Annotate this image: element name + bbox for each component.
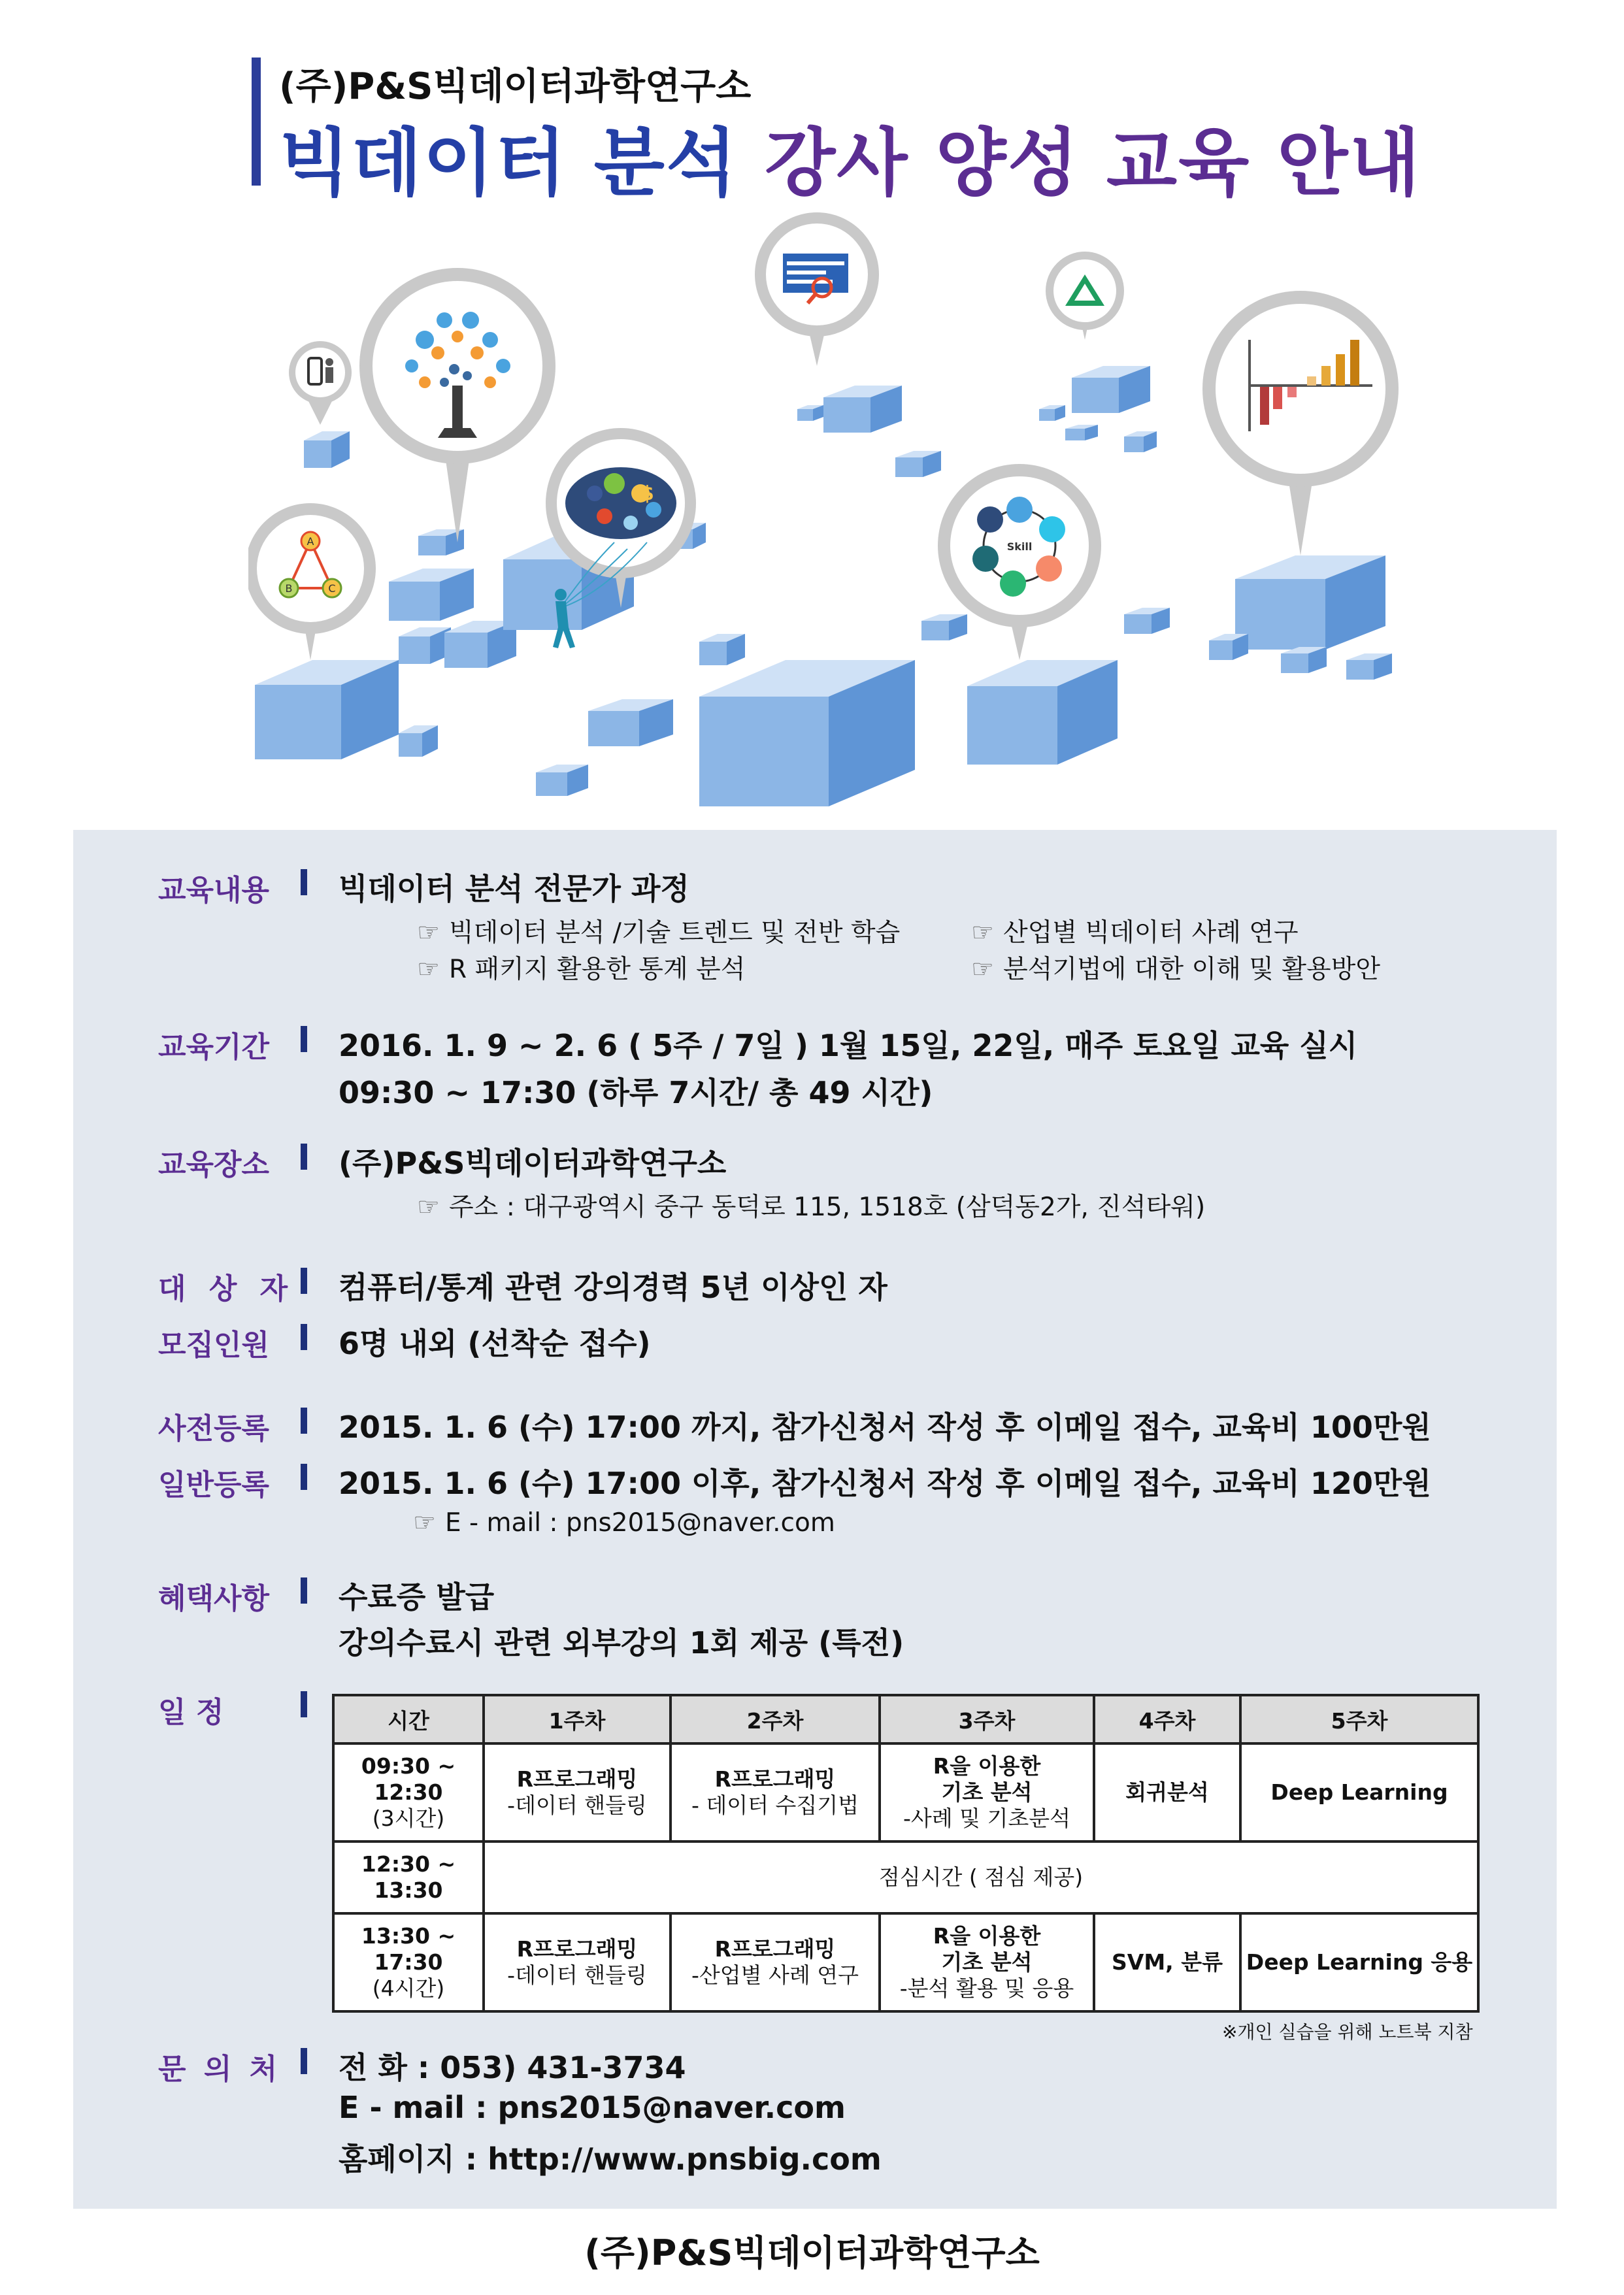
table-header: 시간 (333, 1695, 484, 1743)
pre-registration-value: 2015. 1. 6 (수) 17:00 까지, 참가신청서 작성 후 이메일 접수, 교육비 100만원 (339, 1410, 1431, 1445)
time-cell: 09:30 ~ 12:30 (3시간) (333, 1743, 484, 1841)
smartphone-person-icon (289, 341, 352, 425)
schedule-table (332, 1694, 1480, 2013)
period-line-2: 09:30 ~ 17:30 (하루 7시간/ 총 49 시간) (339, 1075, 933, 1110)
table-header: 5주차 (1240, 1695, 1478, 1743)
general-registration-label: 일반등록 (158, 1468, 270, 1502)
content-item: ☞ 빅데이터 분석 /기술 트렌드 및 전반 학습 (417, 918, 901, 948)
divider-bar (301, 1691, 307, 1717)
contact-email[interactable]: E - mail : pns2015@naver.com (339, 2090, 846, 2125)
bar-chart-icon (1202, 291, 1399, 555)
pointing-hand-icon: ☞ (971, 955, 994, 984)
abc-cycle-icon (248, 503, 376, 660)
time-cell: 12:30 ~ 13:30 (333, 1841, 484, 1913)
pointing-hand-icon: ☞ (413, 1508, 436, 1538)
time-cell: 13:30 ~ 17:30 (4시간) (333, 1913, 484, 2011)
divider-bar (301, 1268, 307, 1294)
divider-bar (301, 1408, 307, 1434)
session-cell: R을 이용한 기초 분석 -사례 및 기초분석 (880, 1743, 1094, 1841)
divider-bar (301, 1324, 307, 1350)
lunch-cell: 점심시간 ( 점심 제공) (484, 1841, 1478, 1913)
place-main: (주)P&S빅데이터과학연구소 (339, 1146, 727, 1181)
organization-name: (주)P&S빅데이터과학연구소 (279, 65, 752, 108)
divider-bar (301, 1026, 307, 1052)
cycle-label-a: A (307, 535, 314, 548)
pre-registration-label: 사전등록 (158, 1412, 270, 1445)
registration-email: ☞ E - mail : pns2015@naver.com (413, 1508, 835, 1538)
table-header-row (333, 1695, 1478, 1743)
session-cell: R프로그래밍 - 데이터 수집기법 (671, 1743, 880, 1841)
pointing-hand-icon: ☞ (417, 1193, 440, 1222)
table-header: 2주차 (671, 1695, 880, 1743)
header-accent-bar (252, 58, 261, 186)
footer-organization-name: (주)P&S빅데이터과학연구소 (584, 2232, 1040, 2273)
table-header: 3주차 (880, 1695, 1094, 1743)
big-data-illustration (248, 203, 1399, 823)
period-line-1: 2016. 1. 9 ~ 2. 6 ( 5주 / 7일 ) 1월 15일, 22일, 매주 토요일 교육 실시 (339, 1028, 1358, 1063)
warning-triangle-icon (1046, 252, 1124, 340)
cycle-label-b: B (285, 582, 293, 595)
cycle-label-c: C (328, 582, 336, 595)
pointing-hand-icon: ☞ (417, 918, 440, 948)
content-item: ☞ R 패키지 활용한 통계 분석 (417, 955, 746, 984)
contact-phone: 전 화 : 053) 431-3734 (339, 2050, 686, 2085)
benefit-label: 혜택사항 (158, 1582, 270, 1615)
session-cell: SVM, 분류 (1094, 1913, 1240, 2011)
session-cell: Deep Learning 응용 (1240, 1913, 1478, 2011)
divider-bar (301, 1144, 307, 1170)
pointing-hand-icon: ☞ (417, 955, 440, 984)
table-header: 4주차 (1094, 1695, 1240, 1743)
brain-tree-icon (359, 268, 555, 542)
divider-bar (301, 869, 307, 895)
table-row (333, 1913, 1478, 2011)
session-cell: R을 이용한 기초 분석 -분석 활용 및 응용 (880, 1913, 1094, 2011)
session-cell: R프로그래밍 -산업별 사례 연구 (671, 1913, 880, 2011)
svg-text:$: $ (640, 482, 654, 505)
session-cell: R프로그래밍 -데이터 핸들링 (484, 1913, 671, 2011)
recruit-label: 모집인원 (158, 1329, 270, 1362)
place-address: ☞ 주소 : 대구광역시 중구 동덕로 115, 1518호 (삼덕동2가, 진석타워) (417, 1193, 1206, 1222)
content-label: 교육내용 (158, 874, 270, 907)
session-cell: Deep Learning (1240, 1743, 1478, 1841)
table-row (333, 1841, 1478, 1913)
contact-homepage[interactable]: 홈페이지 : http://www.pnsbig.com (339, 2141, 882, 2177)
general-registration-value: 2015. 1. 6 (수) 17:00 이후, 참가신청서 작성 후 이메일 접수, 교육비 120만원 (339, 1466, 1431, 1501)
session-cell: 회귀분석 (1094, 1743, 1240, 1841)
skill-label: Skill (1006, 540, 1033, 553)
page-title (279, 105, 1421, 210)
session-cell: R프로그래밍 -데이터 핸들링 (484, 1743, 671, 1841)
content-main: 빅데이터 분석 전문가 과정 (339, 871, 689, 906)
search-window-icon (755, 212, 879, 366)
period-label: 교육기간 (158, 1031, 270, 1064)
laptop-note: ※개인 실습을 위해 노트북 지참 (1222, 2021, 1473, 2043)
contact-label: 문 의 처 (158, 2053, 282, 2086)
schedule-label: 일 정 (158, 1696, 224, 1729)
title-part-1: 빅데이터 분석 (279, 121, 738, 206)
benefit-line-1: 수료증 발급 (339, 1579, 495, 1615)
pointing-hand-icon: ☞ (971, 918, 994, 948)
target-value: 컴퓨터/통계 관련 강의경력 5년 이상인 자 (339, 1270, 887, 1305)
content-item: ☞ 분석기법에 대한 이해 및 활용방안 (971, 955, 1380, 984)
divider-bar (301, 1577, 307, 1604)
header (252, 51, 1493, 206)
divider-bar (301, 1464, 307, 1490)
recruit-value: 6명 내외 (선착순 접수) (339, 1326, 651, 1361)
target-label: 대 상 자 (158, 1272, 295, 1306)
benefit-line-2: 강의수료시 관련 외부강의 1회 제공 (특전) (339, 1625, 904, 1660)
content-item: ☞ 산업별 빅데이터 사례 연구 (971, 918, 1299, 948)
divider-bar (301, 2048, 307, 2074)
table-row (333, 1743, 1478, 1841)
place-label: 교육장소 (158, 1148, 270, 1181)
table-header: 1주차 (484, 1695, 671, 1743)
title-part-2: 강사 양성 교육 안내 (765, 121, 1421, 206)
